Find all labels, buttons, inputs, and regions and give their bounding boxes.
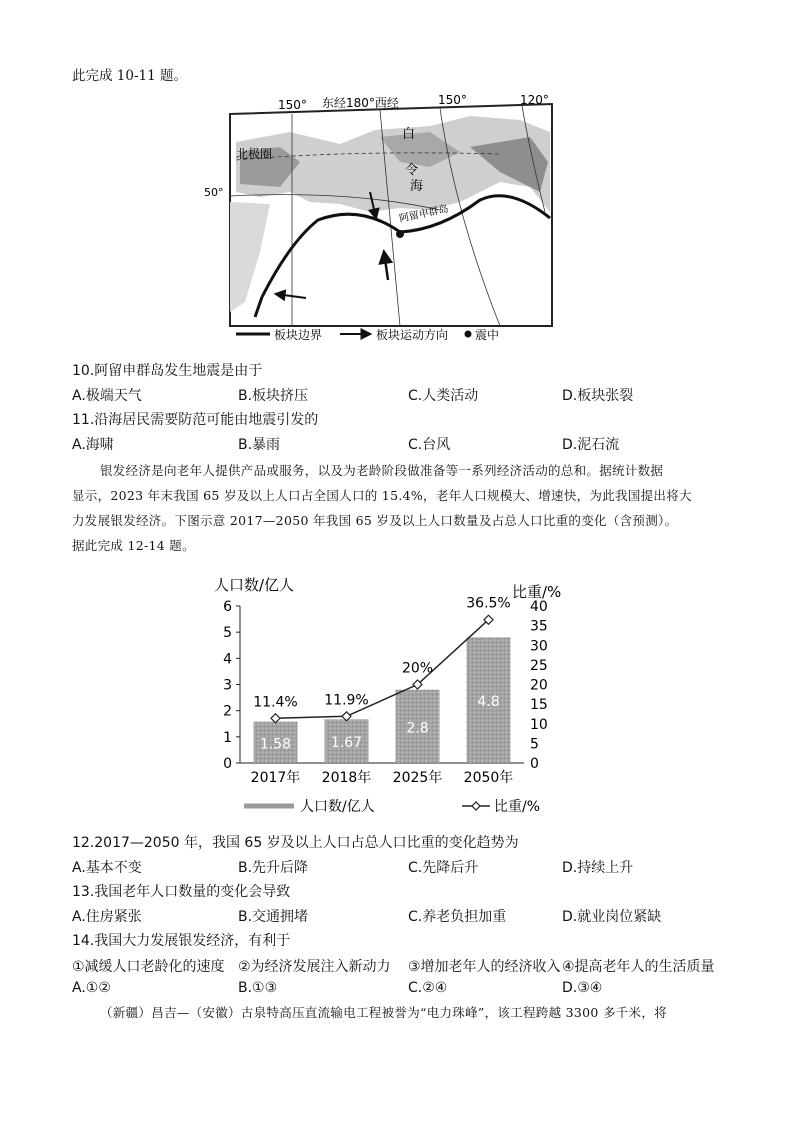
q11-option-a[interactable]: A.海啸 bbox=[72, 437, 114, 453]
right-tick-label: 25 bbox=[530, 657, 548, 674]
ratio-line bbox=[276, 620, 489, 719]
right-tick-label: 5 bbox=[530, 736, 539, 753]
left-tick-label: 4 bbox=[223, 651, 232, 668]
left-tick-label: 1 bbox=[223, 729, 232, 746]
q14-item-4: ④提高老年人的生活质量 bbox=[562, 959, 715, 975]
bar-value-label: 2.8 bbox=[406, 720, 429, 737]
q11-option-b[interactable]: B.暴雨 bbox=[238, 437, 281, 453]
epicenter-dot bbox=[396, 230, 404, 238]
ratio-point-label: 36.5% bbox=[466, 595, 511, 612]
q14-option-d[interactable]: D.③④ bbox=[562, 980, 603, 996]
q10-option-b[interactable]: B.板块挤压 bbox=[238, 388, 309, 404]
q11-options bbox=[72, 434, 732, 454]
right-tick-label: 15 bbox=[530, 697, 548, 714]
passage2-line: （新疆）昌吉—（安徽）古泉特高压直流输电工程被誉为“电力珠峰”，该工程跨越 3300 多千米，将 bbox=[100, 1005, 667, 1020]
lon-label: 150° bbox=[278, 98, 307, 112]
q14-options bbox=[72, 980, 732, 1000]
passage bbox=[72, 458, 732, 558]
left-tick-label: 5 bbox=[223, 625, 232, 642]
left-tick-label: 6 bbox=[223, 599, 232, 615]
ratio-point bbox=[271, 714, 280, 723]
right-axis-title: 比重/% bbox=[512, 583, 562, 601]
q14-option-b[interactable]: B.①③ bbox=[238, 980, 278, 996]
islands-label: 阿留申群岛 bbox=[398, 203, 450, 225]
q10-option-a[interactable]: A.极端天气 bbox=[72, 388, 142, 404]
bar-value-label: 1.58 bbox=[259, 736, 292, 753]
q13-option-d[interactable]: D.就业岗位紧缺 bbox=[562, 909, 662, 925]
q13-option-a[interactable]: A.住房紧张 bbox=[72, 909, 142, 925]
q14-option-c[interactable]: C.②④ bbox=[408, 980, 448, 996]
legend-line-label: 比重/% bbox=[494, 799, 541, 815]
x-tick-label: 2050年 bbox=[463, 770, 514, 786]
legend-boundary: 板块边界 bbox=[274, 328, 323, 342]
bar-value-label: 1.67 bbox=[330, 735, 363, 752]
q10-stem: 10.阿留申群岛发生地震是由于 bbox=[72, 363, 263, 379]
q11-option-d[interactable]: D.泥石流 bbox=[562, 437, 620, 453]
lon-label: 东经180°西经 bbox=[322, 96, 399, 110]
q12-option-a[interactable]: A.基本不变 bbox=[72, 860, 142, 876]
q12-option-c[interactable]: C.先降后升 bbox=[408, 860, 479, 876]
passage-line: 据此完成 12-14 题。 bbox=[72, 538, 195, 553]
q10-option-d[interactable]: D.板块张裂 bbox=[562, 388, 634, 404]
q14-item-3: ③增加老年人的经济收入 bbox=[408, 959, 561, 975]
ratio-point-label: 20% bbox=[401, 660, 434, 677]
q10-options bbox=[72, 385, 732, 405]
q13-options bbox=[72, 906, 732, 926]
intro-text: 此完成 10-11 题。 bbox=[72, 68, 188, 84]
q14-option-a[interactable]: A.①② bbox=[72, 980, 111, 996]
right-tick-label: 0 bbox=[530, 756, 539, 772]
passage-line: 银发经济是向老年人提供产品或服务，以及为老龄阶段做准备等一系列经济活动的总和。据统计数据 bbox=[100, 463, 664, 478]
legend-motion: 板块运动方向 bbox=[376, 328, 449, 342]
passage-line: 显示，2023 年末我国 65 岁及以上人口占全国人口的 15.4%，老年人口规模大、增速快，为此我国提出将大 bbox=[72, 488, 692, 503]
right-tick-label: 40 bbox=[530, 599, 548, 615]
place-label: 海 bbox=[410, 179, 424, 194]
population-chart bbox=[200, 570, 580, 820]
left-tick-label: 0 bbox=[223, 756, 232, 772]
x-tick-label: 2017年 bbox=[250, 770, 301, 786]
q11-stem: 11.沿海居民需要防范可能由地震引发的 bbox=[72, 412, 319, 428]
bar-value-label: 4.8 bbox=[477, 694, 500, 711]
q13-option-c[interactable]: C.养老负担加重 bbox=[408, 909, 507, 925]
passage2 bbox=[72, 1000, 732, 1025]
lon-label: 120° bbox=[520, 93, 549, 107]
arctic-circle-label: 北极圈 bbox=[236, 147, 273, 161]
right-tick-label: 35 bbox=[530, 618, 548, 635]
q12-options bbox=[72, 857, 732, 877]
q12-option-b[interactable]: B.先升后降 bbox=[238, 860, 309, 876]
q11-option-c[interactable]: C.台风 bbox=[408, 437, 451, 453]
ratio-point-label: 11.9% bbox=[324, 692, 369, 709]
left-axis-title: 人口数/亿人 bbox=[214, 576, 295, 594]
place-label: 令 bbox=[405, 163, 419, 178]
left-tick-label: 3 bbox=[223, 677, 232, 694]
left-tick-label: 2 bbox=[223, 703, 232, 720]
q14-stem: 14.我国大力发展银发经济，有利于 bbox=[72, 933, 291, 949]
x-tick-label: 2018年 bbox=[321, 770, 372, 786]
q12-stem: 12.2017—2050 年，我国 65 岁及以上人口占总人口比重的变化趋势为 bbox=[72, 835, 519, 851]
legend-bar-label: 人口数/亿人 bbox=[300, 799, 375, 815]
aleutian-map bbox=[200, 92, 580, 348]
legend-epicenter: 震中 bbox=[475, 328, 500, 342]
lon-label: 150° bbox=[438, 93, 467, 107]
right-tick-label: 20 bbox=[530, 677, 548, 694]
q13-option-b[interactable]: B.交通拥堵 bbox=[238, 909, 309, 925]
right-tick-label: 10 bbox=[530, 716, 548, 733]
legend-line-marker bbox=[472, 802, 480, 810]
ratio-point-label: 11.4% bbox=[253, 694, 298, 711]
lat-label: 50° bbox=[204, 186, 224, 199]
q14-item-1: ①减缓人口老龄化的速度 bbox=[72, 959, 225, 975]
q10-option-c[interactable]: C.人类活动 bbox=[408, 388, 479, 404]
place-label: 白 bbox=[402, 127, 416, 142]
q14-item-2: ②为经济发展注入新动力 bbox=[238, 959, 391, 975]
x-tick-label: 2025年 bbox=[392, 770, 443, 786]
passage-line: 力发展银发经济。下图示意 2017—2050 年我国 65 岁及以上人口数量及占总人口比重的变化（含预测）。 bbox=[72, 513, 678, 528]
q13-stem: 13.我国老年人口数量的变化会导致 bbox=[72, 884, 291, 900]
q12-option-d[interactable]: D.持续上升 bbox=[562, 860, 634, 876]
right-tick-label: 30 bbox=[530, 638, 548, 655]
q14-items bbox=[72, 956, 732, 976]
